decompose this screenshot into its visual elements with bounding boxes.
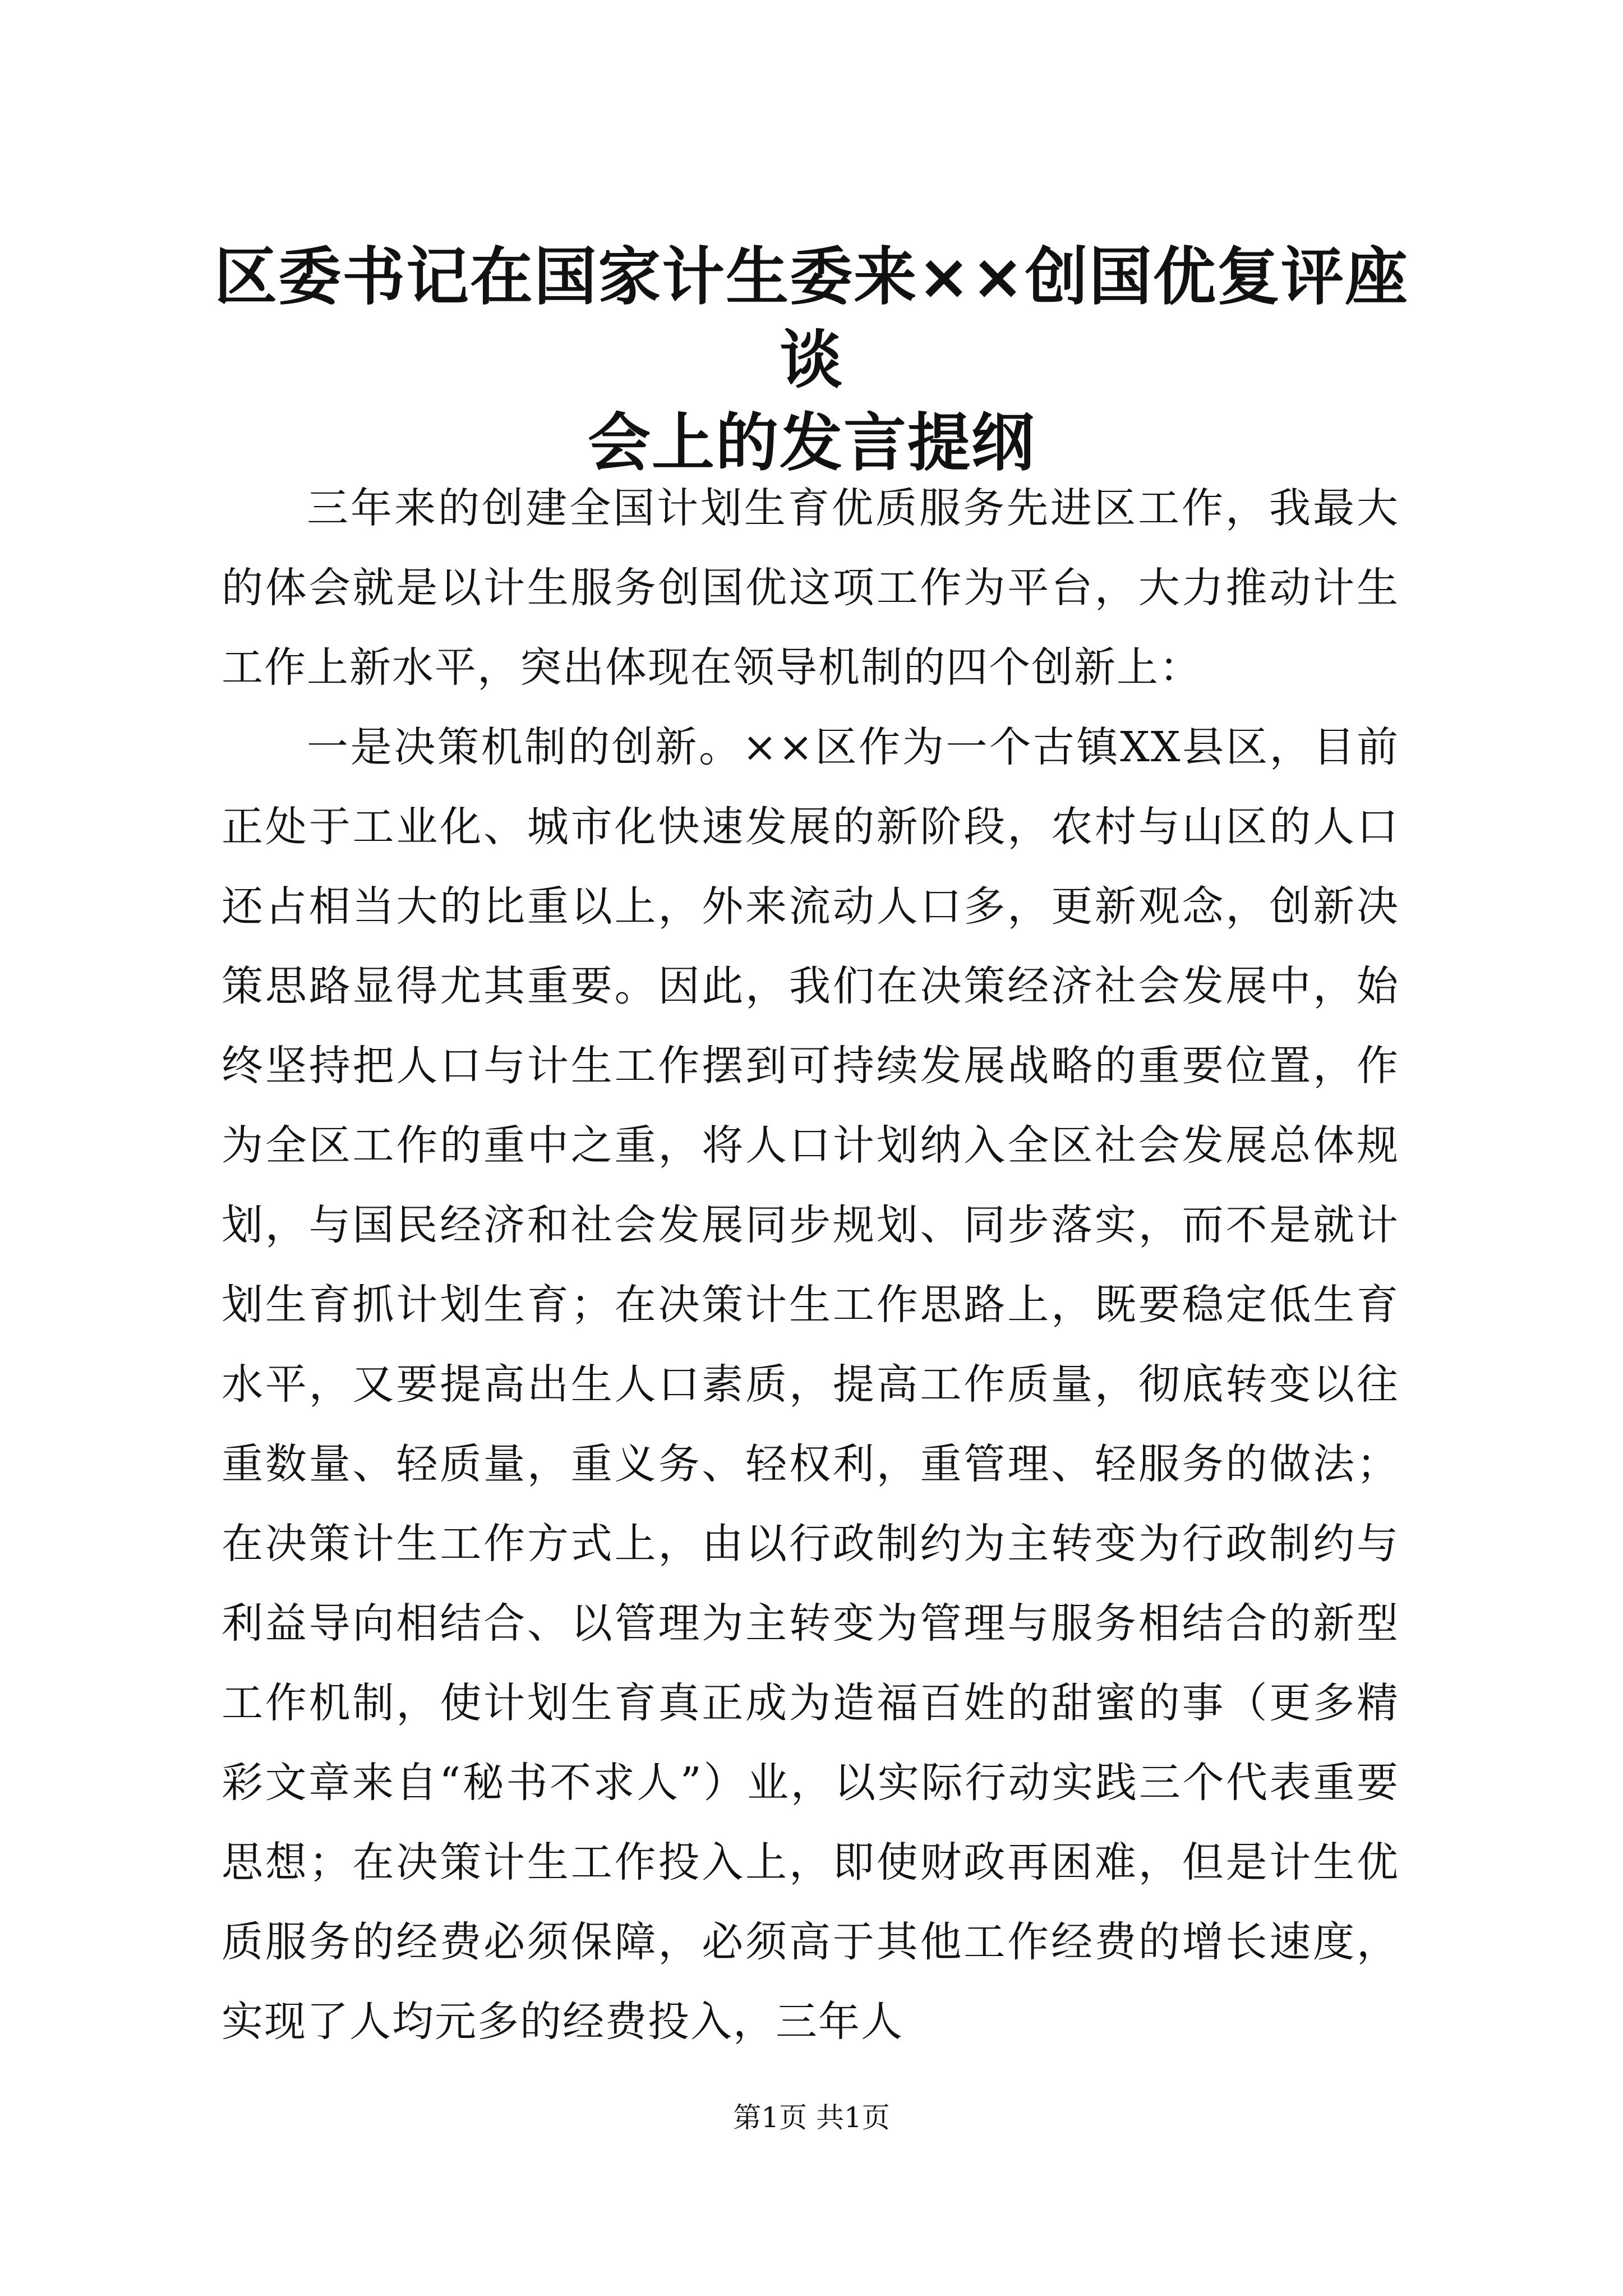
paragraph-intro: 三年来的创建全国计划生育优质服务先进区工作，我最大的体会就是以计生服务创国优这项工作为平台，大力推动计生工作上新水平，突出体现在领导机制的四个创新上： — [222, 484, 1399, 692]
title-line-2: 会上的发言提纲 — [588, 407, 1035, 480]
page-number: 第1页 共1页 — [733, 2101, 890, 2134]
title-line-1: 区委书记在国家计生委来××创国优复评座谈 — [214, 241, 1409, 397]
document-body — [222, 468, 1399, 2062]
paragraph-decision-mechanism: 一是决策机制的创新。××区作为一个古镇XX县区，目前正处于工业化、城市化快速发展的新阶段，农村与山区的人口还占相当大的比重以上，外来流动人口多，更新观念，创新决策思路显得尤其重要。因此，我们在决策经济社会发展中，始终坚持把人口与计生工作摆到可持续发展战略的重要位置，作为全区工作的重中之重，将人口计划纳入全区社会发展总体规划，与国民经济和社会发展同步规划、同步落实，而不是就计划生育抓计划生育；在决策计生工作思路上，既要稳定低生育水平，又要提高出生人口素质，提高工作质量，彻底转变以往重数量、轻质量，重义务、轻权利，重管理、轻服务的做法；在决策计生工作方式上，由以行政制约为主转变为行政制约与利益导向相结合、以管理为主转变为管理与服务相结合的新型工作机制，使计划生育真正成为造福百姓的甜蜜的事（更多精彩文章来自“秘书不求人”）业，以实际行动实践三个代表重要思想；在决策计生工作投入上，即使财政再困难，但是计生优质服务的经费必须保障，必须高于其他工作经费的增长速度，实现了人均元多的经费投入，三年人 — [222, 723, 1399, 2046]
document-title — [208, 236, 1415, 485]
